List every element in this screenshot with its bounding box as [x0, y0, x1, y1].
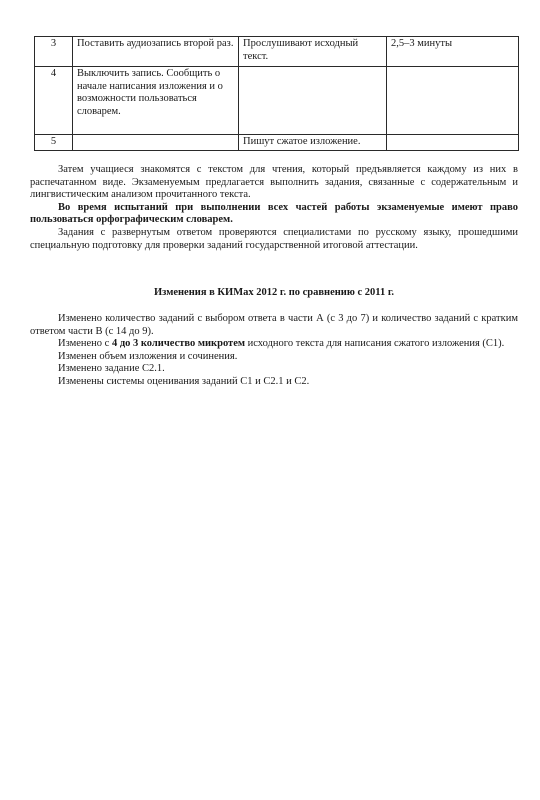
body-text: [30, 164, 518, 252]
section-heading: Изменения в КИМах 2012 г. по сравнению с 2011 г.: [153, 287, 395, 298]
row-number: 3: [35, 37, 73, 67]
table-row: [35, 67, 519, 135]
table-row: [35, 37, 519, 67]
duration: 2,5–3 минуты: [387, 37, 519, 67]
paragraph-bold: Во время испытаний при выполнении всех частей работы экзаменуемые имеют право пользоваться орфографическим словарем.: [30, 201, 518, 226]
student-action: [239, 67, 387, 135]
student-action: Пишут сжатое изложение.: [239, 135, 387, 151]
paragraph: Задания с развернутым ответом проверяются специалистами по русскому языку, прошедшими специальную подготовку для проверки заданий государственной итоговой аттестации.: [30, 226, 518, 251]
change-text: Изменено с: [58, 338, 112, 350]
table-row: [35, 135, 519, 151]
teacher-action: Выключить запись. Сообщить о начале написания изложения и о возможности пользоваться словарем.: [73, 67, 239, 135]
duration: [387, 67, 519, 135]
change-item: Изменено количество заданий с выбором ответа в части А (с 3 до 7) и количество заданий с кратким ответом части В (с 14 до 9).: [30, 313, 518, 337]
teacher-action: Поставить аудиозапись второй раз.: [73, 37, 239, 67]
teacher-action: [73, 135, 239, 151]
change-emphasis: 4 до 3 количество микротем: [111, 338, 246, 350]
student-action: Прослушивают исходный текст.: [239, 37, 387, 67]
change-item: Изменено задание С2.1.: [58, 363, 165, 375]
changes-list: [30, 313, 518, 389]
change-text: исходного текста для написания сжатого изложения (С1).: [245, 338, 505, 350]
procedure-table: [34, 36, 519, 151]
row-number: 5: [35, 135, 73, 151]
change-item: [30, 338, 518, 351]
paragraph: Затем учащиеся знакомятся с текстом для чтения, который предъявляется каждому из них в распечатанном виде. Экзаменуемым предлагается выполнить задания, связанные с содержательным и лингвистическим анализом прочитанного текста.: [30, 164, 518, 201]
change-item: Изменен объем изложения и сочинения.: [58, 350, 238, 362]
change-item: Изменены системы оценивания заданий С1 и С2.1 и С2.: [58, 375, 310, 387]
duration: [387, 135, 519, 151]
row-number: 4: [35, 67, 73, 135]
